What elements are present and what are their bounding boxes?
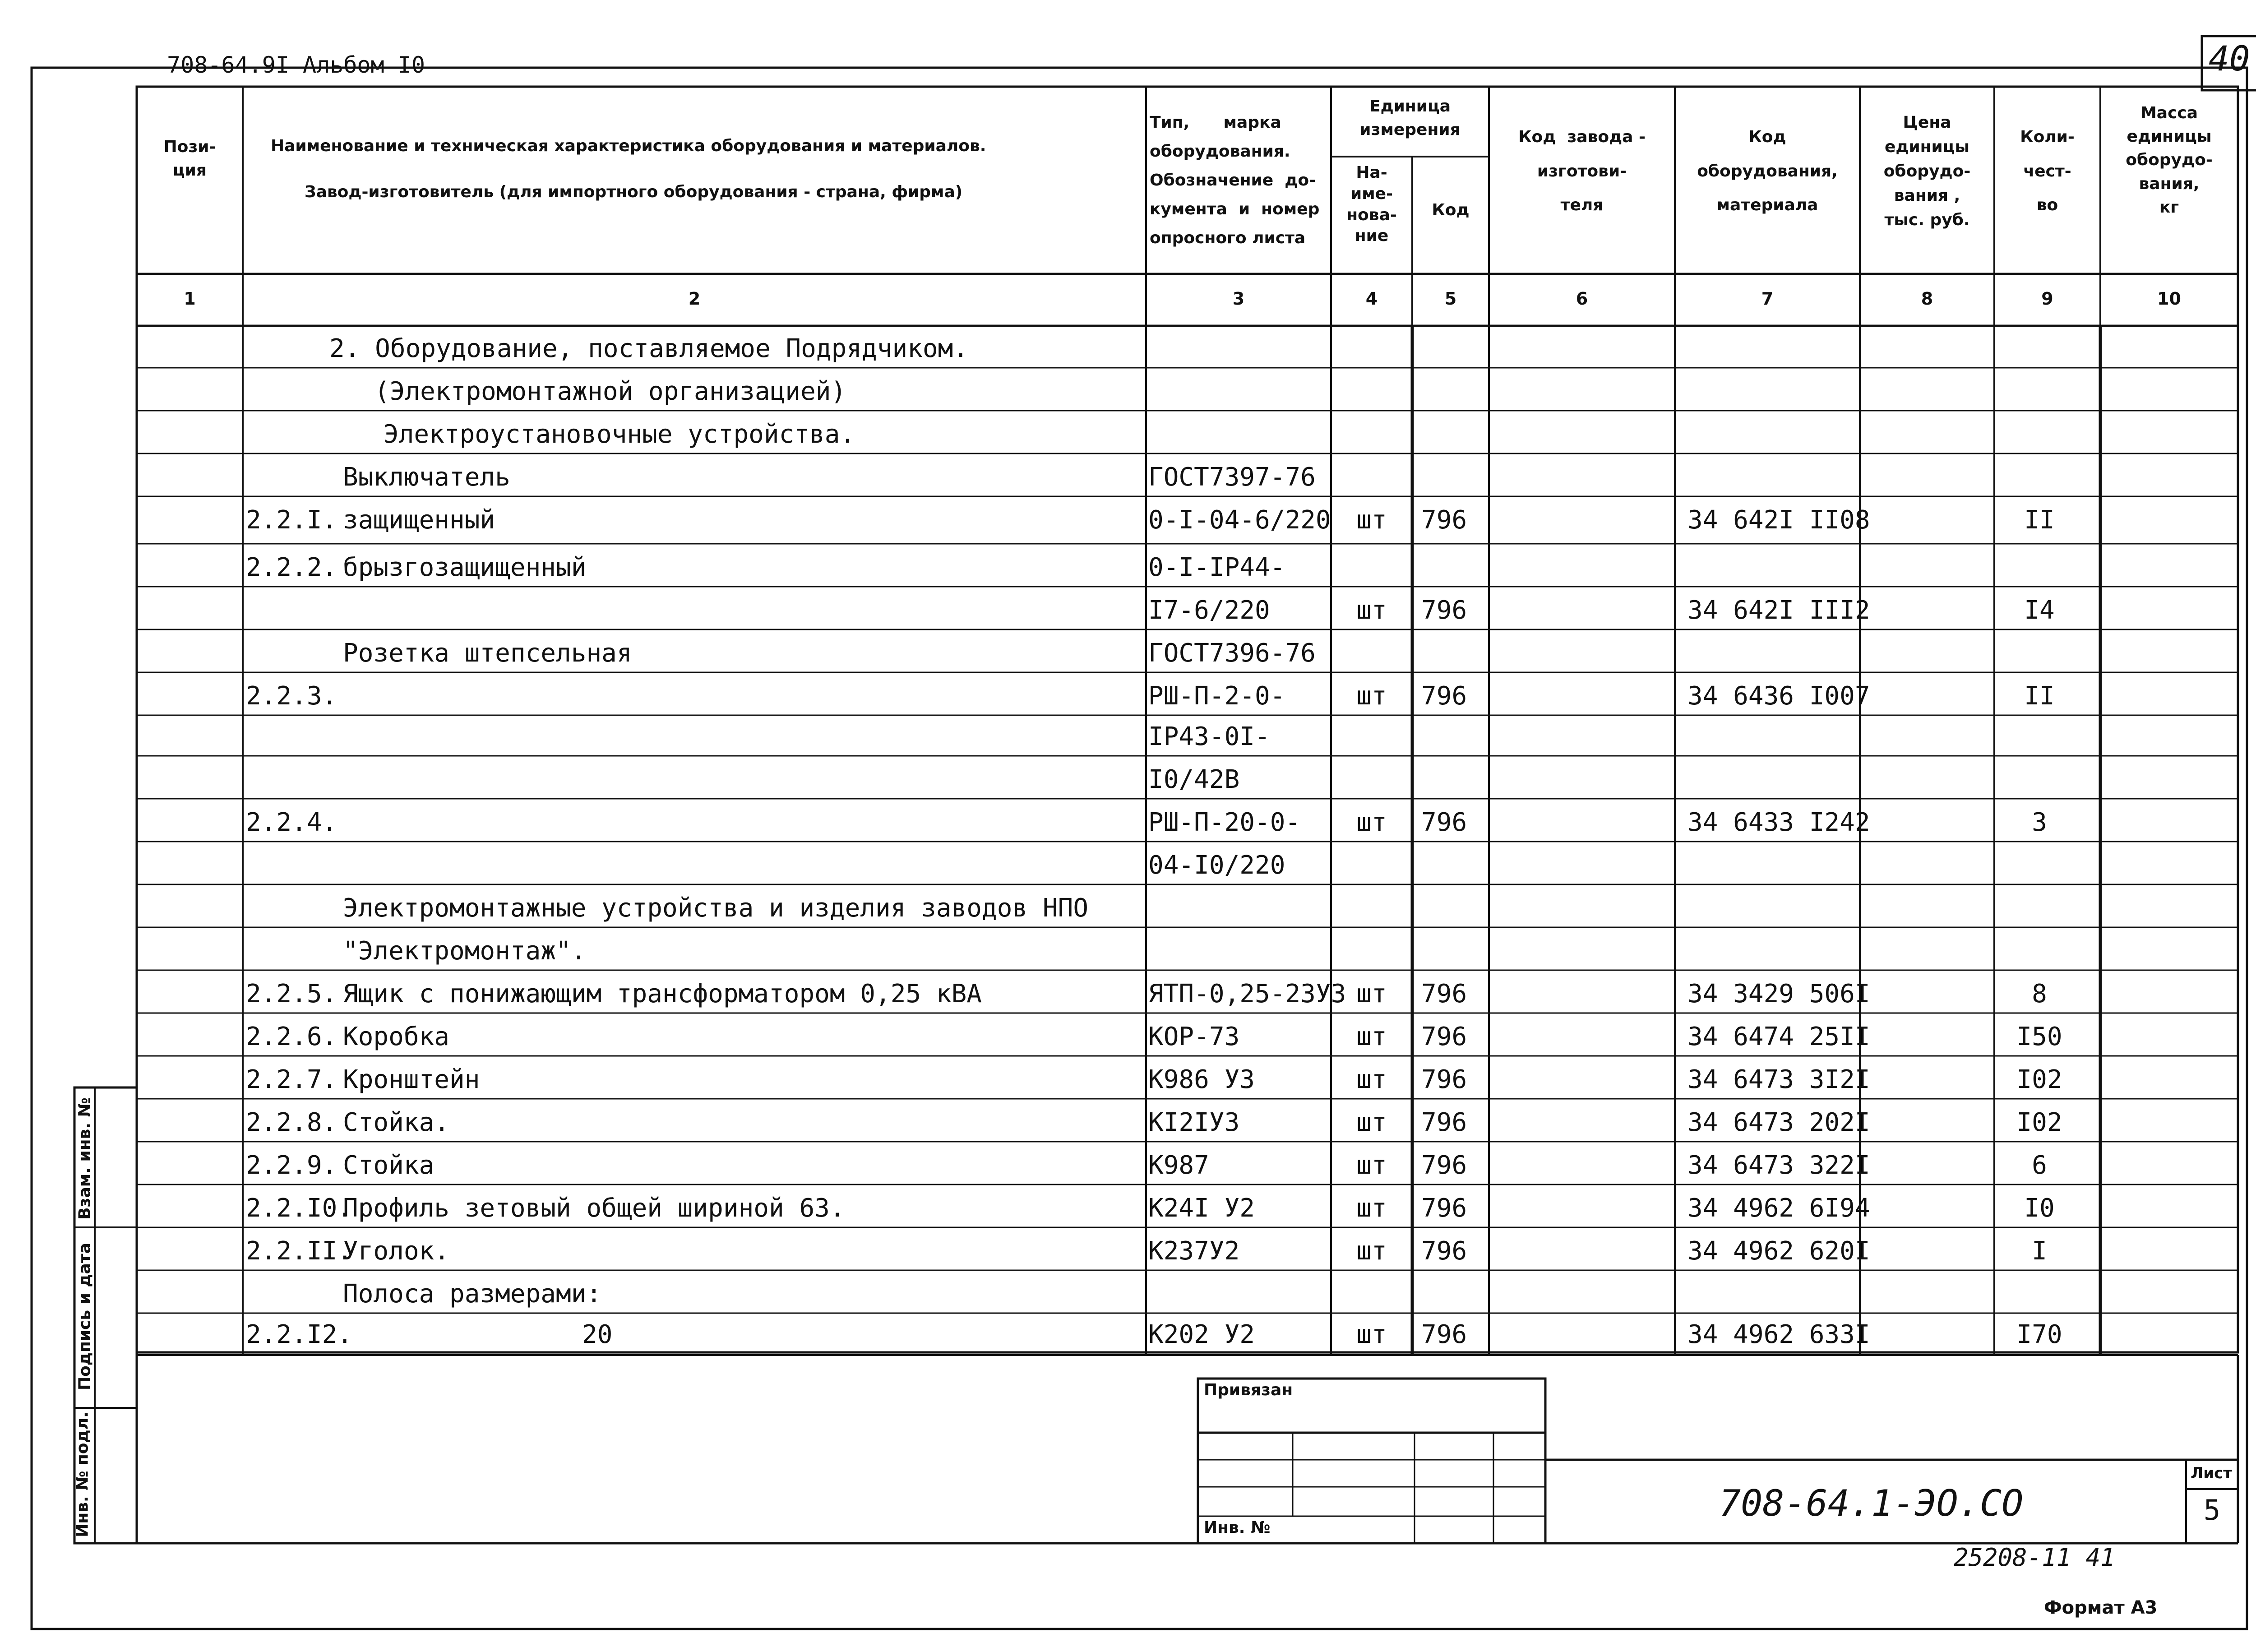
row-unit-name: шт — [1356, 1194, 1387, 1223]
row-unit-name: шт — [1356, 1022, 1387, 1051]
header-type: Тип, марка оборудования. Обозначение до- кумента и номер опросного листа — [1150, 113, 1320, 248]
row-name: Кронштейн — [343, 1065, 480, 1094]
header-unit-name: На- име- нова- ние — [1346, 163, 1397, 245]
row-quantity: I4 — [2024, 596, 2055, 625]
row-type-designation: К202 У2 — [1148, 1320, 1255, 1349]
col-number-1: 1 — [184, 289, 196, 309]
row-unit-code: 796 — [1421, 808, 1467, 837]
row-unit-code: 796 — [1421, 1194, 1467, 1223]
row-quantity: 8 — [2032, 979, 2047, 1009]
row-type-designation: I7-6/220 — [1148, 596, 1270, 625]
row-unit-code: 796 — [1421, 1022, 1467, 1051]
row-unit-name: шт — [1356, 596, 1387, 625]
row-equipment-code: 34 6474 25II — [1687, 1022, 1870, 1051]
row-quantity: I50 — [2016, 1022, 2062, 1051]
header-name-line1: Наименование и техническая характеристика оборудования и материалов. — [271, 137, 986, 155]
archive-number: 25208-11 41 — [1954, 1543, 2115, 1572]
stamp-document-code: 708-64.1-ЭО.СО — [1719, 1482, 2024, 1524]
row-position: 2.2.8. — [246, 1108, 337, 1137]
row-type-designation: 0-I-IP44- — [1148, 553, 1285, 582]
row-type-designation: 04-I0/220 — [1148, 851, 1285, 880]
row-equipment-code: 34 6433 I242 — [1687, 808, 1870, 837]
row-type-designation: ЯТП-0,25-23У3 — [1148, 979, 1346, 1009]
row-quantity: I0 — [2024, 1194, 2055, 1223]
row-unit-name: шт — [1356, 681, 1387, 711]
row-name: Полоса размерами: — [343, 1279, 602, 1309]
row-type-designation: КI2IУ3 — [1148, 1108, 1240, 1137]
row-unit-name: шт — [1356, 1236, 1387, 1266]
row-type-designation: ГОСТ7397-76 — [1148, 463, 1316, 492]
row-name: Электромонтажные устройства и изделия заводов НПО — [343, 893, 1089, 923]
row-equipment-code: 34 6473 322I — [1687, 1151, 1870, 1180]
row-equipment-code: 34 6473 202I — [1687, 1108, 1870, 1137]
col-number-5: 5 — [1444, 289, 1457, 309]
header-price: Цена единицы оборудо- вания , тыс. руб. — [1883, 113, 1971, 229]
header-position: Пози- ция — [163, 138, 216, 180]
row-unit-name: шт — [1356, 1065, 1387, 1094]
row-type-designation: IP43-0I- — [1148, 722, 1270, 751]
row-position: 2.2.I2. — [246, 1320, 353, 1349]
row-equipment-code: 34 6436 I007 — [1687, 681, 1870, 711]
row-name: Профиль зетовый общей шириной 63. — [343, 1194, 845, 1223]
corner-page-number: 40 — [2209, 38, 2250, 79]
row-type-designation: РШ-П-2-0- — [1148, 681, 1285, 711]
row-name: Уголок. — [343, 1236, 450, 1266]
col-number-4: 4 — [1365, 289, 1378, 309]
row-type-designation: К24I У2 — [1148, 1194, 1255, 1223]
row-position: 2.2.7. — [246, 1065, 337, 1094]
row-unit-name: шт — [1356, 1151, 1387, 1180]
row-type-designation: 0-I-04-6/220 — [1148, 505, 1331, 535]
row-type-designation: КОР-73 — [1148, 1022, 1240, 1051]
row-unit-name: шт — [1356, 505, 1387, 535]
row-type-designation: К986 У3 — [1148, 1065, 1255, 1094]
row-unit-code: 796 — [1421, 1065, 1467, 1094]
header-factory-code: Код завода - изготови- теля — [1518, 128, 1646, 215]
col-number-2: 2 — [688, 289, 701, 309]
col-number-9: 9 — [2041, 289, 2053, 309]
row-quantity: I02 — [2016, 1108, 2062, 1137]
header-unit: Единица измерения — [1359, 97, 1461, 139]
header-mass: Масса единицы оборудо- вания, кг — [2126, 104, 2213, 217]
row-quantity: I02 — [2016, 1065, 2062, 1094]
row-name: Стойка — [343, 1151, 435, 1180]
header-name-line2: Завод-изготовитель (для импортного оборудования - страна, фирма) — [305, 183, 963, 201]
row-position: 2.2.5. — [246, 979, 337, 1009]
paper-format: Формат А3 — [2044, 1597, 2158, 1618]
row-quantity: 6 — [2032, 1151, 2047, 1180]
row-position: 2.2.6. — [246, 1022, 337, 1051]
row-equipment-code: 34 6473 3I2I — [1687, 1065, 1870, 1094]
row-unit-code: 796 — [1421, 979, 1467, 1009]
row-name: "Электромонтаж". — [343, 936, 587, 966]
col-number-8: 8 — [1921, 289, 1933, 309]
row-unit-name: шт — [1356, 1108, 1387, 1137]
row-equipment-code: 34 4962 633I — [1687, 1320, 1870, 1349]
header-quantity: Коли- чест- во — [2020, 128, 2075, 215]
row-unit-code: 796 — [1421, 505, 1467, 535]
margin-replacement-inv: Взам. инв. № — [75, 1097, 94, 1220]
row-equipment-code: 34 4962 620I — [1687, 1236, 1870, 1266]
margin-original-inv: Инв. № подл. — [73, 1411, 92, 1537]
row-unit-code: 796 — [1421, 1108, 1467, 1137]
row-unit-code: 796 — [1421, 596, 1467, 625]
document-code: 708-64.9I Альбом I0 — [167, 52, 425, 78]
row-name: Выключатель — [343, 463, 510, 492]
row-quantity: I — [2032, 1236, 2047, 1266]
row-position: 2.2.II. — [246, 1236, 353, 1266]
row-position: 2.2.4. — [246, 808, 337, 837]
row-type-designation: I0/42В — [1148, 765, 1240, 794]
row-name: защищенный — [343, 505, 495, 535]
row-position: 2.2.I0. — [246, 1194, 353, 1223]
row-unit-code: 796 — [1421, 681, 1467, 711]
row-unit-name: шт — [1356, 1320, 1387, 1349]
row-type-designation: РШ-П-20-0- — [1148, 808, 1301, 837]
row-unit-code: 796 — [1421, 1320, 1467, 1349]
row-type-designation: К987 — [1148, 1151, 1209, 1180]
row-name: Коробка — [343, 1022, 450, 1051]
row-quantity: 3 — [2032, 808, 2047, 837]
row-name: брызгозащищенный — [343, 553, 587, 582]
row-unit-code: 796 — [1421, 1151, 1467, 1180]
col-number-3: 3 — [1232, 289, 1245, 309]
row-name: 20 — [582, 1320, 613, 1349]
col-number-10: 10 — [2157, 289, 2181, 309]
row-quantity: II — [2024, 681, 2055, 711]
sheet-number: 5 — [2203, 1494, 2221, 1527]
col-number-7: 7 — [1761, 289, 1774, 309]
row-name: 2. Оборудование, поставляемое Подрядчиком. — [329, 334, 969, 363]
row-unit-code: 796 — [1421, 1236, 1467, 1266]
sheet-label: Лист — [2191, 1464, 2232, 1482]
row-name: Ящик с понижающим трансформатором 0,25 кВА — [343, 979, 982, 1009]
row-position: 2.2.2. — [246, 553, 337, 582]
row-name: Стойка. — [343, 1108, 450, 1137]
col-number-6: 6 — [1576, 289, 1588, 309]
row-name: Розетка штепсельная — [343, 639, 632, 668]
row-equipment-code: 34 3429 506I — [1687, 979, 1870, 1009]
margin-signature-date: Подпись и дата — [75, 1243, 94, 1390]
row-quantity: II — [2024, 505, 2055, 535]
row-position: 2.2.9. — [246, 1151, 337, 1180]
row-quantity: I70 — [2016, 1320, 2062, 1349]
row-type-designation: К237У2 — [1148, 1236, 1240, 1266]
row-name: Электроустановочные устройства. — [384, 420, 855, 449]
row-position: 2.2.I. — [246, 505, 337, 535]
header-equipment-code: Код оборудования, материала — [1697, 128, 1838, 215]
row-unit-name: шт — [1356, 808, 1387, 837]
header-unit-code: Код — [1432, 201, 1470, 219]
row-type-designation: ГОСТ7396-76 — [1148, 639, 1316, 668]
binding-inventory: Инв. № — [1204, 1518, 1271, 1537]
row-name: (Электромонтажной организацией) — [374, 377, 846, 406]
row-position: 2.2.3. — [246, 681, 337, 711]
row-unit-name: шт — [1356, 979, 1387, 1009]
row-equipment-code: 34 4962 6I94 — [1687, 1194, 1870, 1223]
row-equipment-code: 34 642I III2 — [1687, 596, 1870, 625]
binding-title: Привязан — [1204, 1381, 1293, 1399]
row-equipment-code: 34 642I II08 — [1687, 505, 1870, 535]
